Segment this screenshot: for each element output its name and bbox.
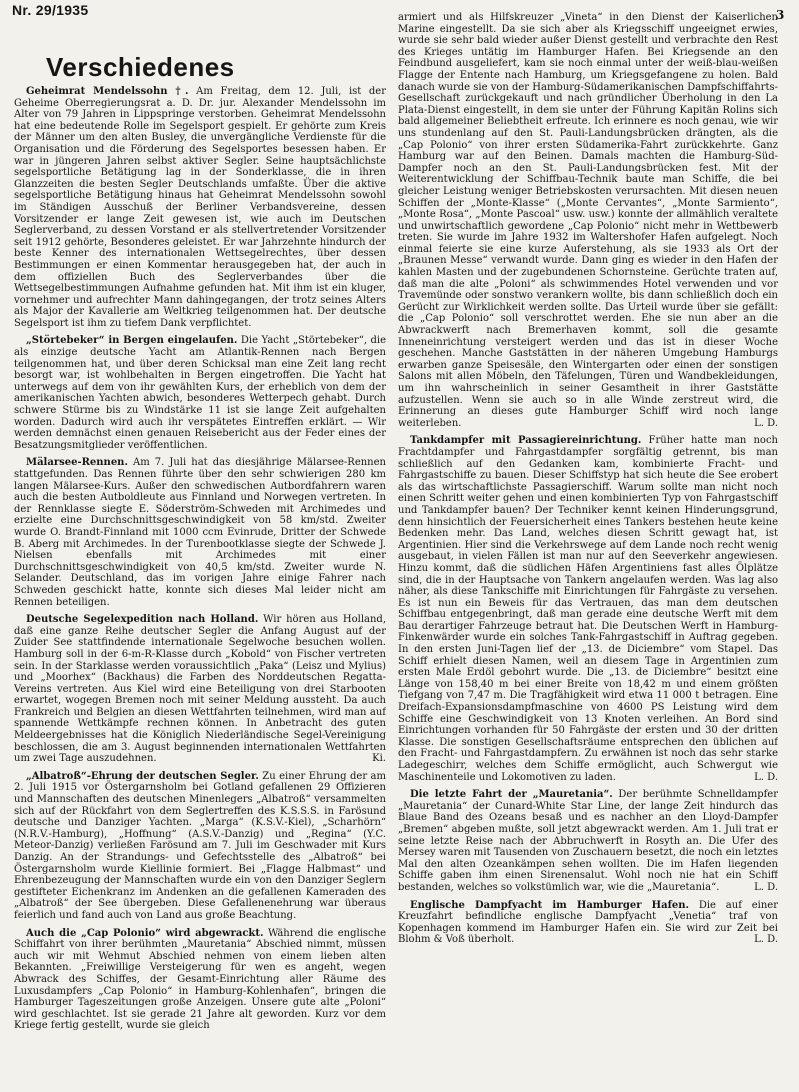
- article-signature: L. D.: [754, 417, 778, 429]
- article-paragraph: [14, 86, 386, 329]
- article-heading: Tankdampfer mit Passagiereinrichtung.: [410, 435, 642, 447]
- article-paragraph: [14, 614, 386, 765]
- article-paragraph: [398, 435, 778, 783]
- section-title: Verschiedenes: [46, 52, 235, 82]
- article-text: Am Freitag, dem 12. Juli, ist der Geheime Oberregierungsrat a. D. Dr. jur. Alexander Mendelssohn im Alter von 79 Jahren in Lippspringe verstorben. Geheimrat Mendelssohn hat eine bedeutende Rolle im Segelsport gespielt. Er gehörte zum Kreis der Männer um den alten Busley, die unvergängliche Verdienste für die Organisation und die Förderung des Segelsportes besessen haben. Er war in jüngeren Jahren selbst aktiver Segler. Seine hauptsächlichste segelsportliche Betätigung lag in der Sonderklasse, die in ihren Glanzzeiten die besten Segler Deutschlands umfaßte. Über die aktive segelsportliche Betätigung hinaus hat Geheimrat Mendelssohn sowohl im Ständigen Ausschuß der Berliner Verbandsvereine, dessen Vorsitzender er lange Zeit gewesen ist, wie auch im Deutschen Seglerverband, zu dessen Vorstand er als stellvertretender Vorsitzender seit 1912 gehörte, Besonderes geleistet. Er war Jahrzehnte hindurch der beste Kenner des internationalen Wettsegelrechtes, über dessen Bestimmungen er einen Kommentar herausgegeben hat, der auch in dem offiziellen Buch des Seglerverbandes über die Wettsegelbestimmungen Aufnahme gefunden hat. Mit ihm ist ein kluger, vornehmer und aufrechter Mann dahingegangen, der trotz seines Alters als Major der Kavallerie am Weltkrieg teilgenommen hat. Der deutsche Segelsport ist ihm zu tiefem Dank verpflichtet.: [14, 86, 386, 329]
- article-heading: Englische Dampfyacht im Hamburger Hafen.: [410, 899, 690, 911]
- article-text: Der berühmte Schnelldampfer „Mauretania“ der Cunard-White Star Line, der lange Zeit hindurch das Blaue Band des Ozeans besaß und es nachher an den Lloyd-Dampfer „Bremen“ abgeben mußte, soll jetzt abgewrackt werden. Am 1. Juli trat er seine letzte Reise nach der Abbruchwerft in Rosyth an. Die Ufer des Mersey waren mit Tausenden von Zuschauern besetzt, die noch ein letztes Mal den alten Ozeankämpen sehen wollten. Die im Hafen liegenden Schiffe gaben ihm einen Sirenensalut. Wohl noch nie hat ein Schiff bestanden, welches so volkstümlich war, wie die „Mauretania“.: [398, 789, 778, 893]
- article-paragraph: [14, 928, 386, 1032]
- article-text: Die auf einer Kreuzfahrt befindliche englische Dampfyacht „Venetia“ traf von Kopenhagen kommend im Hamburger Hafen ein. Sie wird zur Zeit bei Blohm & Voß überholt.: [398, 899, 778, 946]
- article-text: Wir hören aus Holland, daß eine ganze Reihe deutscher Segler die Anfang August auf der Zuider See stattfindende internationale Segelwoche besuchen wollen. Hamburg soll in der 6-m-R-Klasse durch „Kobold“ von Fischer vertreten sein. In der Starklasse werden voraussichtlich „Paka“ (Leisz und Mylius) und „Moorhex“ (Backhaus) die Farben des Norddeutschen Regatta-Vereins vertreten. Aus Kiel wird eine Beteiligung von drei Starbooten erwartet, wogegen Bremen noch mit seiner Meldung aussteht. Da auch Frankreich und Belgien an diesen Wettfahrten teilnehmen, wird man auf spannende Wettkämpfe rechnen können. In Anbetracht des guten Meldeergebnisses hat die Königlich Niederländische Segel-Vereinigung beschlossen, die am 3. August beginnenden internationalen Wettfahrten um zwei Tage auszudehnen.: [14, 614, 386, 765]
- article-paragraph: [398, 789, 778, 893]
- article-signature: L. D.: [754, 771, 778, 783]
- page-number: 3: [776, 8, 785, 22]
- article-heading: Mälarsee-Rennen.: [26, 457, 128, 469]
- left-column: [14, 86, 386, 1086]
- article-paragraph: [398, 12, 778, 429]
- article-paragraph: [14, 771, 386, 922]
- article-text: Die Yacht „Störtebeker“, die als einzige deutsche Yacht am Atlantik-Rennen nach Bergen teilgenommen hat, und über deren Schicksal man eine Zeit lang recht besorgt war, ist wohlbehalten in Bergen eingetroffen. Die Yacht hat unterwegs auf dem von ihr gewählten Kurs, der erheblich von dem der amerikanischen Yachten abwich, besonderes Wetterpech gehabt. Durch schwere Stürme bis zu Windstärke 11 ist sie lange Zeit aufgehalten worden. Dadurch wird auch ihr verspätetes Eintreffen erklärt. — Wir werden demnächst einen genauen Reisebericht aus der Feder eines der Besatzungsmitglieder veröffentlichen.: [14, 335, 386, 451]
- article-paragraph: [398, 900, 778, 946]
- article-heading: Deutsche Segelexpedition nach Holland.: [26, 614, 259, 626]
- article-heading: „Störtebeker“ in Bergen eingelaufen.: [26, 335, 238, 347]
- issue-number: Nr. 29/1935: [12, 2, 89, 18]
- article-heading: Die letzte Fahrt der „Mauretania“.: [410, 789, 613, 801]
- article-text: Zu einer Ehrung der am 2. Juli 1915 vor Östergarnsholm bei Gotland gefallenen 29 Offizieren und Mannschaften des deutschen Minenlegers „Albatroß“ versammelten sich auf der Rückfahrt von dem Seglertreffen des K.S.S.S. in Farösund deutsche und Danziger Yachten. „Marga“ (K.S.V.-Kiel), „Scharhörn“ (N.R.V.-Hamburg), „Hoffnung“ (A.S.V.-Danzig) und „Regina“ (Y.C. Meteor-Danzig) verließen Farösund am 7. Juli im Geschwader mit Kurs Danzig. An der Strandungs- und Gefechtsstelle des „Albatroß“ bei Östergarnsholm wurde Kiellinie formiert. Bei „Flagge Halbmast“ und Ehrenbezeugung der Mannschaften wurde ein von den Danziger Seglern gestifteter Eichenkranz im Andenken an die gefallenen Kameraden des „Albatroß“ der See übergeben. Diese Gefallenenehrung war überaus feierlich und fand auch von Land aus große Beachtung.: [14, 770, 386, 921]
- article-text: Während die englische Schiffahrt von ihrer berühmten „Mauretania“ Abschied nimmt, müssen auch wir mit Wehmut Abschied nehmen von einem lieben alten Bekannten. „Freiwillige Versteigerung für wen es angeht, wegen Abwrack des Schiffes, der Gesamt-Einrichtung aller Räume des Luxusdampfers „Cap Polonio“ in Hamburg-Kohlenhafen“, bringen die Hamburger Tageszeitungen große Anzeigen. Unsere gute alte „Poloni“ wird geschlachtet. Ist sie gerade 21 Jahre alt geworden. Kurz vor dem Kriege fertig gestellt, wurde sie gleich: [14, 927, 386, 1032]
- article-paragraph: [14, 335, 386, 451]
- right-column: [398, 12, 778, 1086]
- article-text: Am 7. Juli hat das diesjährige Mälarsee-Rennen stattgefunden. Das Rennen führte über den sehr schwierigen 280 km langen Mälarsee-Kurs. Außer den schwedischen Autbordfahrern waren auch die besten Autboldleute aus Finnland und Norwegen vertreten. In der Rennklasse siegte E. Söderström-Schweden mit Archimedes und erzielte eine Durchschnittsgeschwindigkeit von 58 km/std. Zweiter wurde O. Brandt-Finnland mit 1000 ccm Evinrude, Dritter der Schwede B. Aberg mit Archimedes. In der Turenbootklasse siegte der Schwede J. Nielsen ebenfalls mit Archimedes mit einer Durchschnittsgeschwindigkeit von 40,5 km/std. Zweiter wurde N. Selander. Deutschland, das im vorigen Jahre einige Fahrer nach Schweden geschickt hatte, konnte sich dieses Mal leider nicht am Rennen beteiligen.: [14, 457, 386, 608]
- article-signature: L. D.: [754, 934, 778, 946]
- article-paragraph: [14, 457, 386, 608]
- article-heading: Auch die „Cap Polonio“ wird abgewrackt.: [26, 927, 264, 939]
- article-text: armiert und als Hilfskreuzer „Vineta“ in den Dienst der Kaiserlichen Marine eingestellt. Da sie sich aber als Kriegsschiff ungeeignet erwies, wurde sie sehr bald wieder außer Dienst gestellt und verbrachte den Rest des Krieges untätig im Hamburger Hafen. Bei Kriegsende an den Feindbund ausgeliefert, kam sie noch einmal unter der weiß-blau-weißen Flagge der Entente nach Hamburg, um Kriegsgefangene zu holen. Bald danach wurde sie von der Hamburg-Südamerikanischen Dampfschiffahrts-Gesellschaft zurückgekauft und nach gründlicher Überholung in den La Plata-Dienst eingestellt, in dem sie unter der Führung Kapitän Rolins sich bald allgemeiner Beliebtheit erfreute. Ich erinnere es noch genau, wie wir uns stundenlang auf den St. Pauli-Landungsbrücken drängten, als die „Cap Polonio“ von ihrer ersten Südamerika-Fahrt zurückkehrte. Ganz Hamburg war auf den Beinen. Damals machten die Hamburg-Süd-Dampfer noch an den St. Pauli-Landungsbrücken fest. Mit der Weiterentwicklung der Schiffbau-Technik baute man Schiffe, die bei gleicher Leistung weniger Betriebskosten verursachten. Mit diesen neuen Schiffen der „Monte-Klasse“ („Monte Cervantes“, „Monte Sarmiento“, „Monte Rosa“, „Monte Pascoal“ usw. usw.) konnte der allmählich veraltete und unwirtschaftlich gewordene „Cap Polonio“ nicht mehr in Wettbewerb treten. Sie wurde im Jahre 1932 im Waltershofer Hafen aufgelegt. Noch einmal feierte sie eine kurze Auferstehung, als sie 1933 als Ort der „Braunen Messe“ verwandt wurde. Dann ging es wieder in den Hafen der kahlen Masten und der zugebundenen Schornsteine. Gerüchte traten auf, daß man die alte „Poloni“ als schwimmendes Hotel verwenden und vor Travemünde oder sonstwo verankern wollte, bis dann schließlich doch ein Gerücht zur Wirklichkeit werden sollte. Das Urteil wurde über sie gefällt: die „Cap Polonio“ soll verschrottet werden. Ehe sie nun aber an die Abwrackwerft nach Bremerhaven kommt, soll die gesamte Inneneinrichtung versteigert werden und das ist in dieser Woche geschehen. Manche Gaststätten in der näheren Umgebung Hamburgs erwarben ganze Speisesäle, den Wintergarten oder einen der sonstigen Salons mit allen Möbeln, den Täfelungen, Türen und Wandbekleidungen, um ihn wahrscheinlich in seiner Gesamtheit in ihrer Gaststätte aufzustellen. Wenn sie auch so in alle Winde zerstreut wird, die Erinnerung an dieses gute Hamburger Schiff wird noch lange weiterleben.: [398, 12, 778, 429]
- article-signature: L. D.: [754, 881, 778, 893]
- article-heading: Geheimrat Mendelssohn †.: [26, 86, 189, 97]
- article-heading: „Albatroß“-Ehrung der deutschen Segler.: [26, 770, 259, 782]
- article-signature: Ki.: [372, 753, 386, 765]
- article-text: Früher hatte man noch Frachtdampfer und Fahrgastdampfer sorgfältig getrennt, bis man schließlich auf den Gedanken kam, kombinierte Fracht- und Fahrgastschiffe zu bauen. Dieser Schiffstyp hat sich heute die See erobert als das wirtschaftlichste Passagierschiff. Warum sollte man nicht noch einen Schritt weiter gehen und einen kombinierten Typ von Fahrgastschiff und Tankdampfer bauen? Der Techniker kennt keinen Hinderungsgrund, denn hinsichtlich der Feuersicherheit eines Tankers bestehen heute keine Bedenken mehr. Das Land, welches diesen Schritt gewagt hat, ist Argentinien. Hier sind die Verkehrswege auf dem Lande noch recht wenig ausgebaut, in vielen Fällen ist man nur auf den Seeverkehr angewiesen. Hinzu kommt, daß die südlichen Häfen Argentiniens fast alles Ölplätze sind, die in der Hauptsache von Tankern angelaufen werden. Was lag also näher, als diese Tankschiffe mit Einrichtungen für Fahrgäste zu versehen. Es ist nun ein Beweis für das Vertrauen, das man dem deutschen Schiffbau entgegenbringt, daß man gerade eine deutsche Werft mit dem Bau derartiger Fahrzeuge betraut hat. Die Deutschen Werft in Hamburg-Finkenwärder wurde ein solches Tank-Fahrgastschiff in Auftrag gegeben. In den ersten Juni-Tagen lief der „13. de Diciembre“ vom Stapel. Das Schiff erhielt diesen Namen, weil an diesem Tage in Argentinien zum ersten Male Erdöl gebohrt wurde. Die „13. de Diciembre“ besitzt eine Länge von 158,40 m bei einer Breite von 18,42 m und einem größten Tiefgang von 7,47 m. Die Tragfähigkeit wird etwa 11 000 t betragen. Eine Dreifach-Expansionsdampfmaschine von 4600 PS Leistung wird dem Schiffe eine Geschwindigkeit von 13 Knoten verleihen. An Bord sind Einrichtungen vorhanden für 50 Fahrgäste der ersten und 30 der dritten Klasse. Die sonstigen Gesellschaftsräume entsprechen den üblichen auf den Fracht- und Fahrgastdampfern. Zu erwähnen ist noch das sehr starke Ladegeschirr, welches dem Schiffe ermöglicht, auch Schwergut wie Maschinenteile und Lokomotiven zu laden.: [398, 435, 778, 783]
